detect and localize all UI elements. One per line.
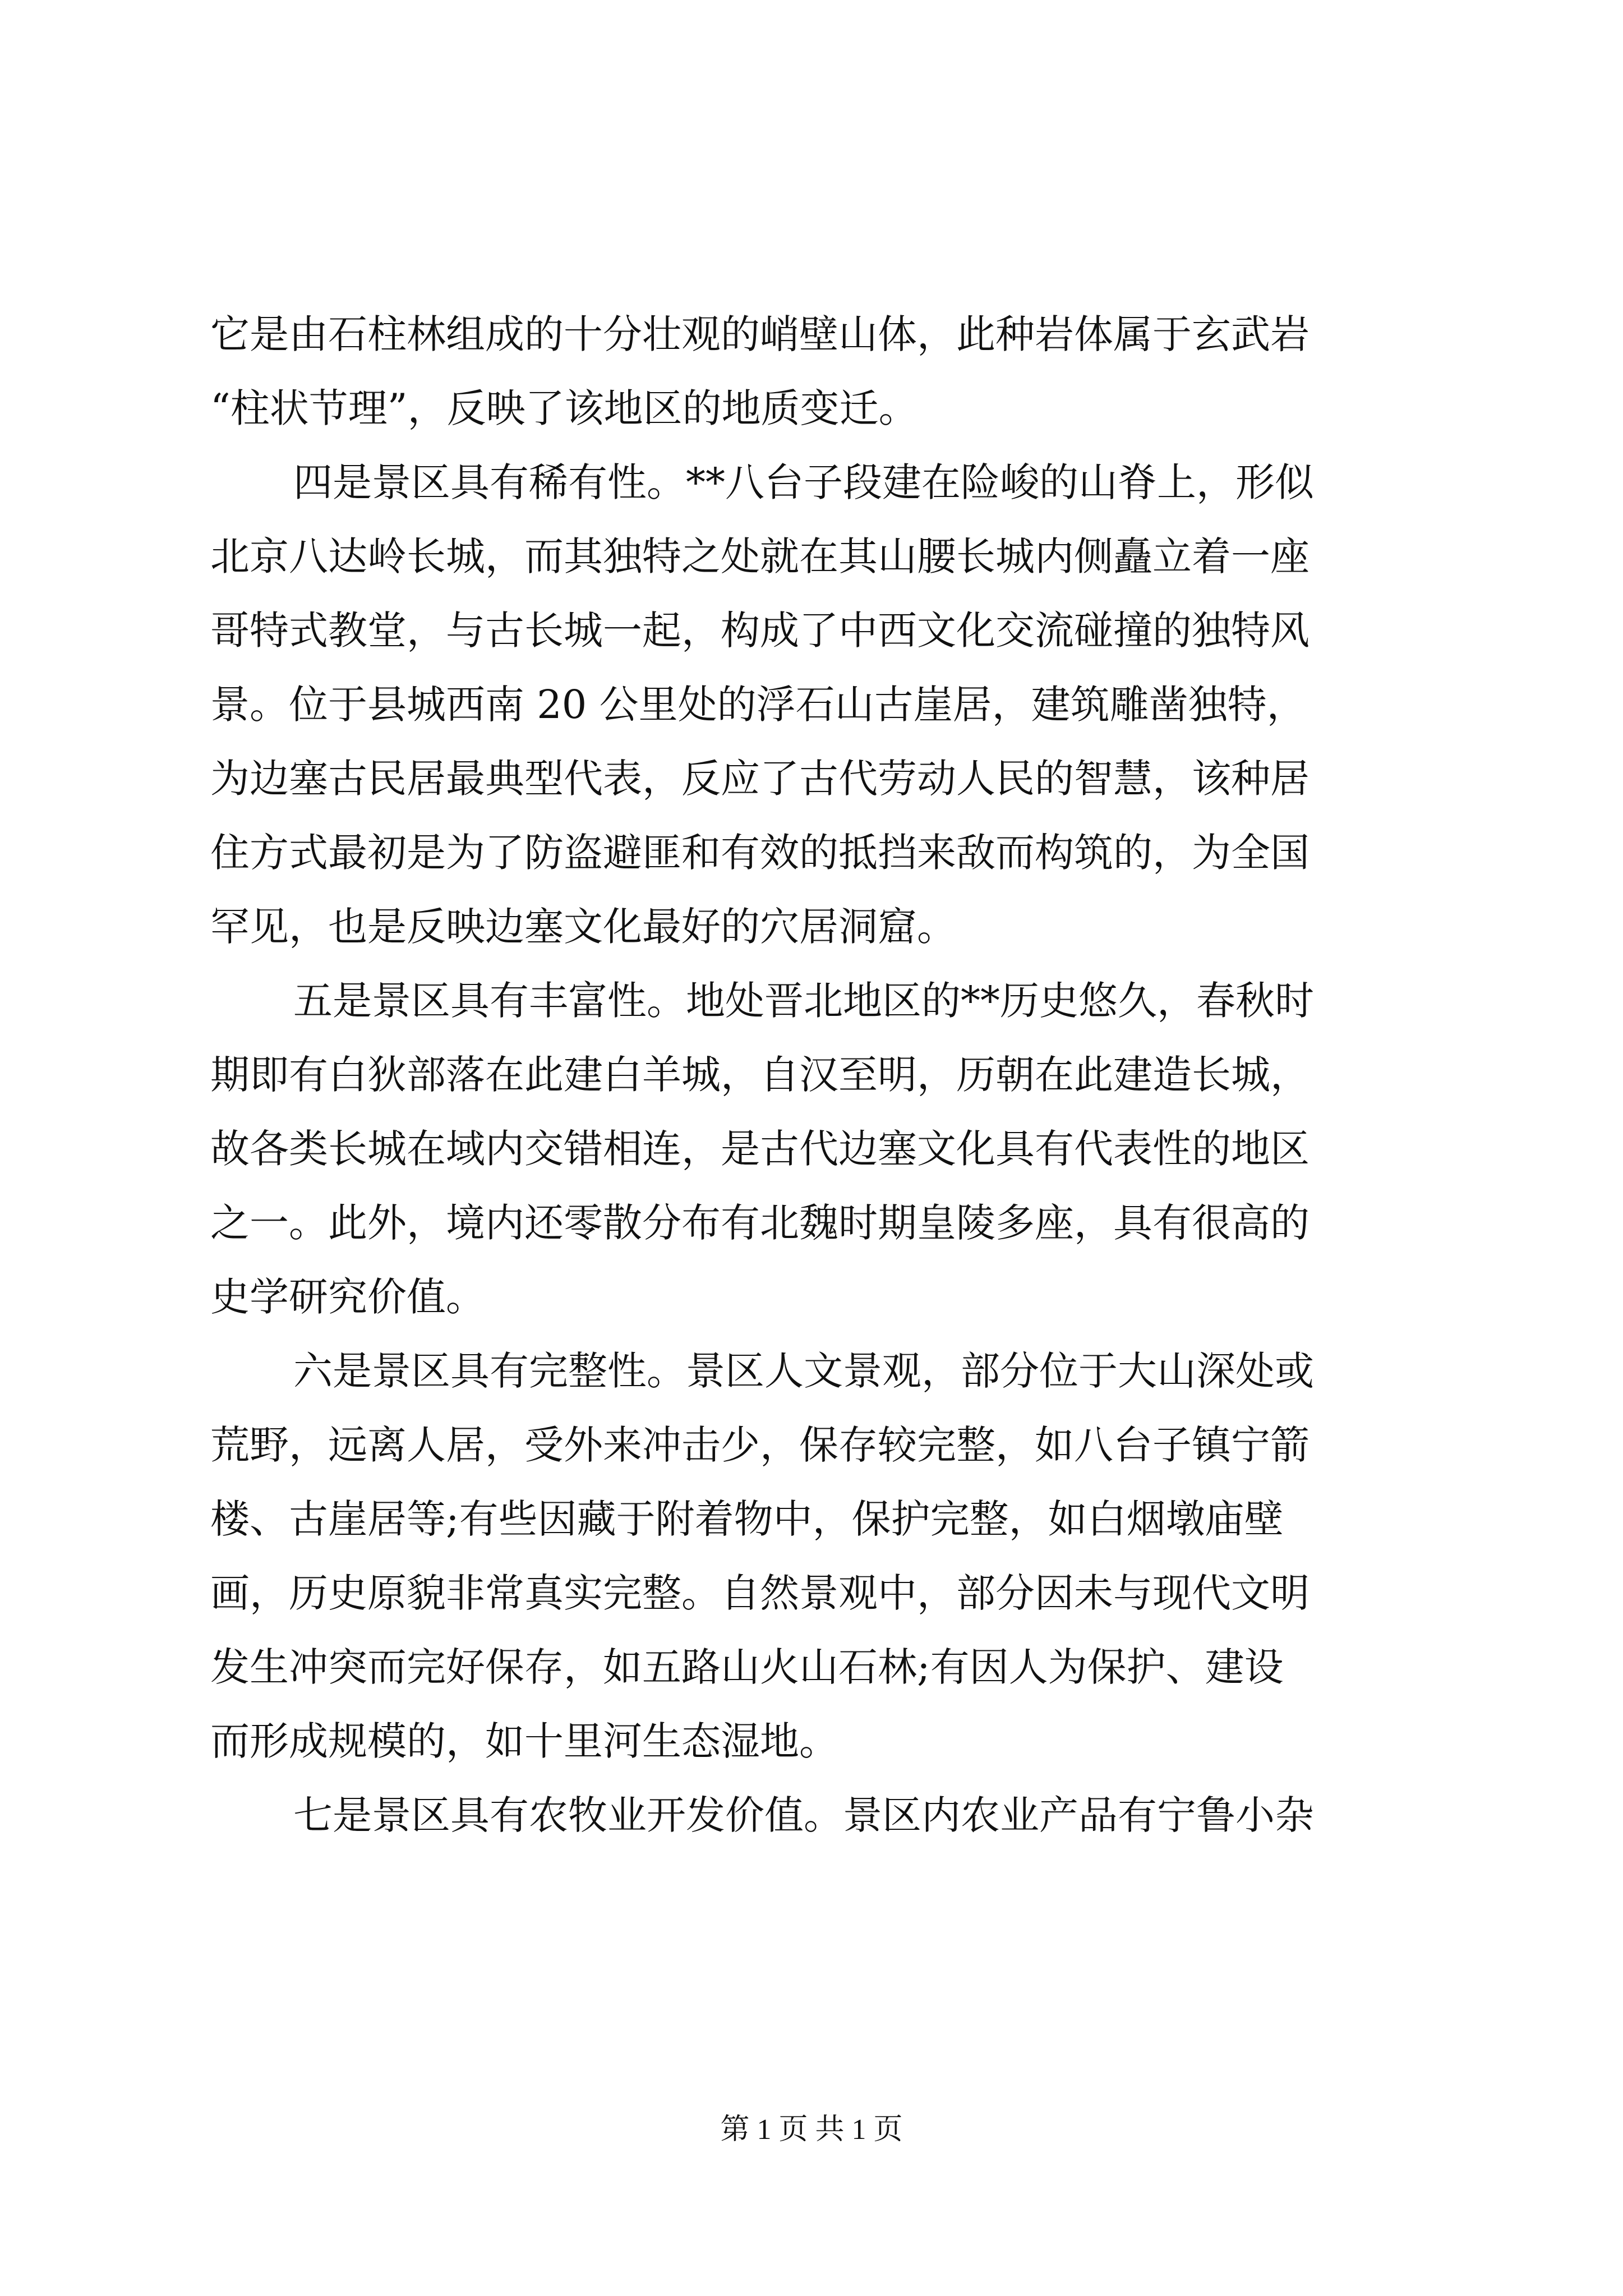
text-line: 四是景区具有稀有性。**八台子段建在险峻的山脊上，形似 <box>293 459 1314 505</box>
paragraph <box>210 1778 1416 1852</box>
text-line: 六是景区具有完整性。景区人文景观，部分位于大山深处或 <box>293 1348 1314 1394</box>
text-line: 期即有白狄部落在此建白羊城，自汉至明，历朝在此建造长城， <box>210 1052 1310 1098</box>
text-line: 故各类长城在域内交错相连，是古代边塞文化具有代表性的地区 <box>210 1126 1310 1172</box>
text-line: 发生冲突而完好保存，如五路山火山石林;有因人为保护、建设 <box>210 1644 1284 1690</box>
text-line: 景。位于县城西南 20 公里处的浮石山古崖居，建筑雕凿独特， <box>210 682 1306 728</box>
text-line: 七是景区具有农牧业开发价值。景区内农业产品有宁鲁小杂 <box>293 1792 1314 1838</box>
text-line: 荒野，远离人居，受外来冲击少，保存较完整，如八台子镇宁箭 <box>210 1422 1310 1468</box>
text-line: 它是由石柱林组成的十分壮观的峭壁山体，此种岩体属于玄武岩 <box>210 311 1310 357</box>
paragraph <box>210 1334 1416 1778</box>
page-number-label: 第 1 页 共 1 页 <box>720 2114 903 2146</box>
paragraph <box>210 964 1416 1334</box>
text-line: 为边塞古民居最典型代表，反应了古代劳动人民的智慧，该种居 <box>210 756 1310 802</box>
text-line: 五是景区具有丰富性。地处晋北地区的**历史悠久，春秋时 <box>293 978 1314 1024</box>
text-line: 楼、古崖居等;有些因藏于附着物中，保护完整，如白烟墩庙壁 <box>210 1496 1284 1542</box>
page-footer <box>0 2110 1623 2150</box>
text-line: “柱状节理”，反映了该地区的地质变迁。 <box>210 385 918 431</box>
text-line: 画，历史原貌非常真实完整。自然景观中，部分因未与现代文明 <box>210 1570 1310 1616</box>
text-line: 哥特式教堂，与古长城一起，构成了中西文化交流碰撞的独特风 <box>210 608 1310 654</box>
paragraph <box>210 297 1416 445</box>
text-line: 而形成规模的，如十里河生态湿地。 <box>210 1718 838 1764</box>
paragraph <box>210 445 1416 964</box>
text-line: 住方式最初是为了防盗避匪和有效的抵挡来敌而构筑的，为全国 <box>210 830 1310 876</box>
text-line: 史学研究价值。 <box>210 1274 485 1320</box>
text-line: 罕见，也是反映边塞文化最好的穴居洞窟。 <box>210 904 956 950</box>
text-line: 之一。此外，境内还零散分布有北魏时期皇陵多座，具有很高的 <box>210 1200 1310 1246</box>
document-body <box>210 297 1416 1852</box>
text-line: 北京八达岭长城，而其独特之处就在其山腰长城内侧矗立着一座 <box>210 533 1310 579</box>
